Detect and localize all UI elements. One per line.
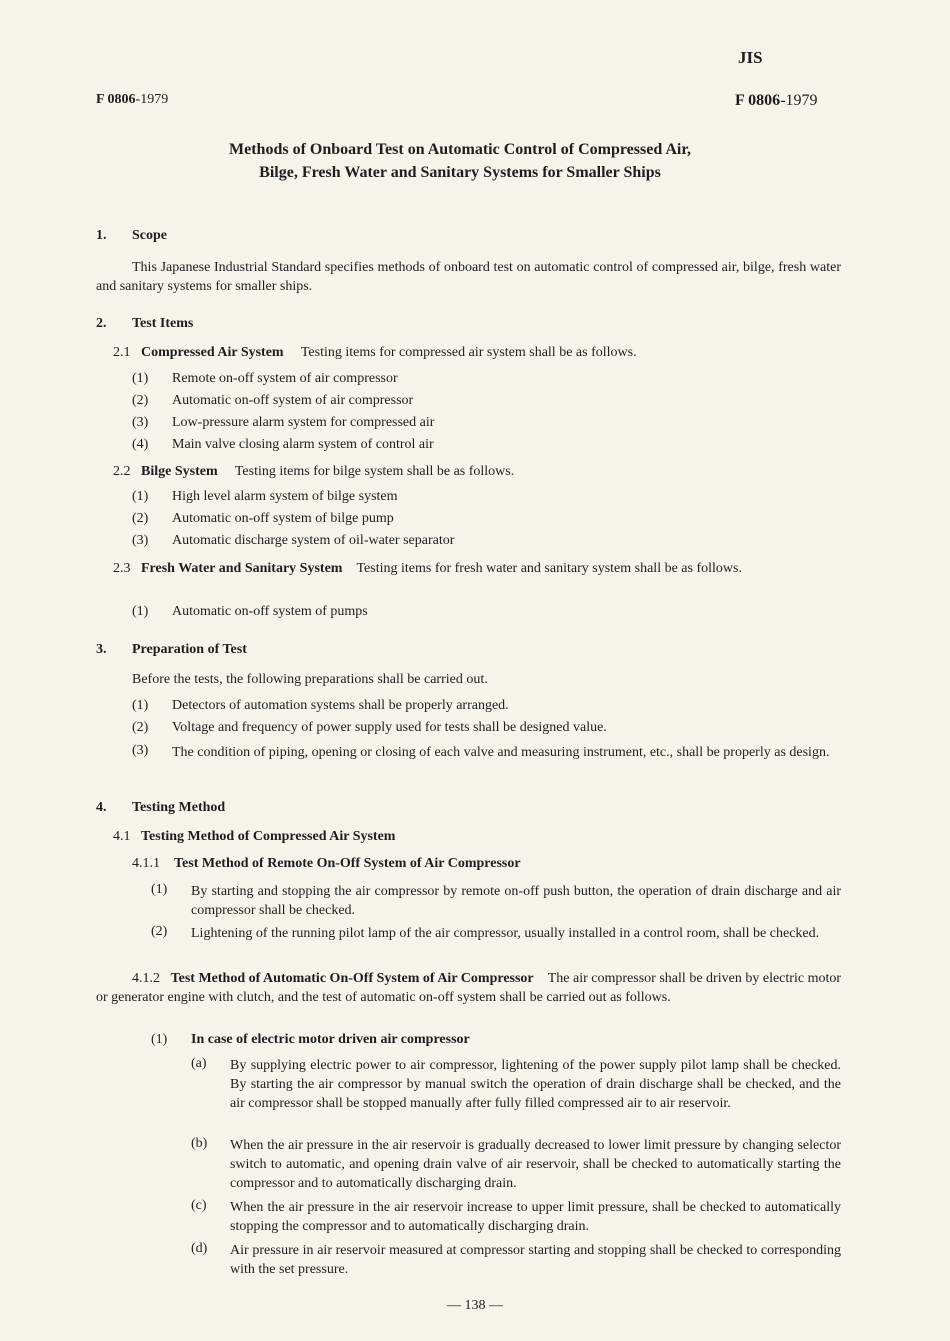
- list-item-number: (2): [151, 924, 168, 939]
- list-item: Voltage and frequency of power supply used for tests shall be designed value.: [172, 720, 607, 735]
- subsection-text: Testing items for fresh water and sanitary system shall be as follows.: [356, 561, 742, 576]
- list-item: Automatic discharge system of oil-water separator: [172, 533, 455, 548]
- list-item: Automatic on-off system of air compressor: [172, 393, 414, 408]
- list-item: High level alarm system of bilge system: [172, 489, 398, 504]
- list-item: The condition of piping, opening or closing of each valve and measuring instrument, etc., shall be properly as design.: [172, 745, 830, 760]
- section-title: Testing Method: [132, 800, 226, 815]
- list-item: By supplying electric power to air compressor, lightening of the power supply pilot lamp shall be checked. By starting the air compressor by manual switch the operation of drain discharge shall be checked, and the air compressor shall be stopped manually after fully filled compressed air to air reservoir.: [230, 1058, 841, 1111]
- subsection-heading: [113, 345, 637, 361]
- subsection-heading: [113, 829, 395, 845]
- list-item-number: (3): [132, 533, 149, 548]
- section-number: 2.: [96, 316, 107, 331]
- subsection-number: 2.2: [113, 464, 131, 479]
- subsection-text: Testing items for compressed air system shall be as follows.: [300, 345, 637, 360]
- subsubsection-heading: [96, 969, 841, 1007]
- list-item-number: (2): [132, 511, 149, 526]
- section-number: 4.: [96, 800, 107, 815]
- section-intro: Before the tests, the following preparations shall be carried out.: [132, 672, 488, 687]
- scope-paragraph: This Japanese Industrial Standard specifies methods of onboard test on automatic control of compressed air, bilge, fresh water and sanitary systems for smaller ships.: [96, 260, 841, 294]
- subsection-number: 4.1: [113, 829, 131, 844]
- subsection-title: Fresh Water and Sanitary System: [141, 561, 343, 576]
- list-item: Detectors of automation systems shall be properly arranged.: [172, 698, 509, 713]
- list-item: Automatic on-off system of bilge pump: [172, 511, 394, 526]
- subsection-text: Testing items for bilge system shall be as follows.: [234, 464, 515, 479]
- section-number: 3.: [96, 642, 107, 657]
- list-item-number: (3): [132, 415, 149, 430]
- list-item: Low-pressure alarm system for compressed air: [172, 415, 435, 430]
- list-item-number: (1): [132, 604, 149, 619]
- list-item-letter: (c): [191, 1198, 207, 1213]
- subsubsection-title: Test Method of Remote On-Off System of Air Compressor: [174, 856, 521, 871]
- section-title: Test Items: [132, 316, 194, 331]
- subsection-heading: [113, 464, 514, 480]
- subsubsection-text: The air compressor shall be driven by electric motor or generator engine with clutch, and the test of automatic on-off system shall be carried out as follows.: [96, 971, 842, 1005]
- list-item-number: (1): [132, 698, 149, 713]
- subsubsection-title: Test Method of Automatic On-Off System of Air Compressor: [170, 971, 534, 986]
- list-item: When the air pressure in the air reservoir increase to upper limit pressure, shall be checked to automatically stopping the compressor and to automatically discharging drain.: [230, 1200, 841, 1234]
- standard-number-left: [96, 92, 168, 108]
- subsection-title: Testing Method of Compressed Air System: [141, 829, 396, 844]
- section-title: Preparation of Test: [132, 642, 247, 657]
- subsubsection-number: 4.1.1: [132, 856, 160, 871]
- subsection-title: Compressed Air System: [141, 345, 284, 360]
- standard-number-right: [735, 92, 818, 110]
- list-item-letter: (d): [191, 1241, 208, 1256]
- list-item-number: (1): [132, 371, 149, 386]
- list-item: Lightening of the running pilot lamp of the air compressor, usually installed in a control room, shall be checked.: [191, 926, 820, 941]
- subsubsection-number: 4.1.2: [132, 971, 160, 986]
- list-item-title: In case of electric motor driven air compressor: [191, 1032, 470, 1047]
- list-item-number: (3): [132, 743, 149, 758]
- list-item-number: (1): [151, 1032, 168, 1047]
- subsection-number: 2.3: [113, 561, 131, 576]
- list-item-number: (4): [132, 437, 149, 452]
- list-item-number: (1): [151, 882, 168, 897]
- page-number: — 138 —: [447, 1298, 503, 1313]
- list-item-number: (2): [132, 720, 149, 735]
- list-item: Automatic on-off system of pumps: [172, 604, 368, 619]
- std-year: -1979: [135, 92, 169, 107]
- list-item: By starting and stopping the air compressor by remote on-off push button, the operation of drain discharge and air compressor shall be checked.: [191, 884, 841, 918]
- list-item-number: (1): [132, 489, 149, 504]
- subsection-number: 2.1: [113, 345, 131, 360]
- list-item-number: (2): [132, 393, 149, 408]
- subsubsection-heading: [132, 856, 521, 872]
- std-code: F 0806: [735, 92, 781, 109]
- list-item: Main valve closing alarm system of control air: [172, 437, 434, 452]
- list-item-letter: (b): [191, 1136, 208, 1151]
- section-title: Scope: [132, 228, 167, 243]
- document-title: [160, 138, 760, 184]
- subsection-title: Bilge System: [141, 464, 218, 479]
- list-item-letter: (a): [191, 1056, 207, 1071]
- title-line: Bilge, Fresh Water and Sanitary Systems for Smaller Ships: [259, 164, 661, 181]
- jis-mark: JIS: [738, 48, 763, 67]
- std-code: F 0806: [96, 92, 136, 107]
- list-item: Air pressure in air reservoir measured at compressor starting and stopping shall be checked to corresponding with the set pressure.: [230, 1243, 841, 1277]
- subsection-heading: [96, 559, 841, 578]
- section-number: 1.: [96, 228, 107, 243]
- title-line: Methods of Onboard Test on Automatic Control of Compressed Air,: [229, 141, 691, 158]
- std-year: -1979: [780, 92, 818, 109]
- list-item: Remote on-off system of air compressor: [172, 371, 398, 386]
- list-item: When the air pressure in the air reservoir is gradually decreased to lower limit pressure by changing selector switch to automatic, and opening drain valve of air reservoir, shall be checked to automatically starting the compressor and to automatically discharging drain.: [230, 1138, 841, 1191]
